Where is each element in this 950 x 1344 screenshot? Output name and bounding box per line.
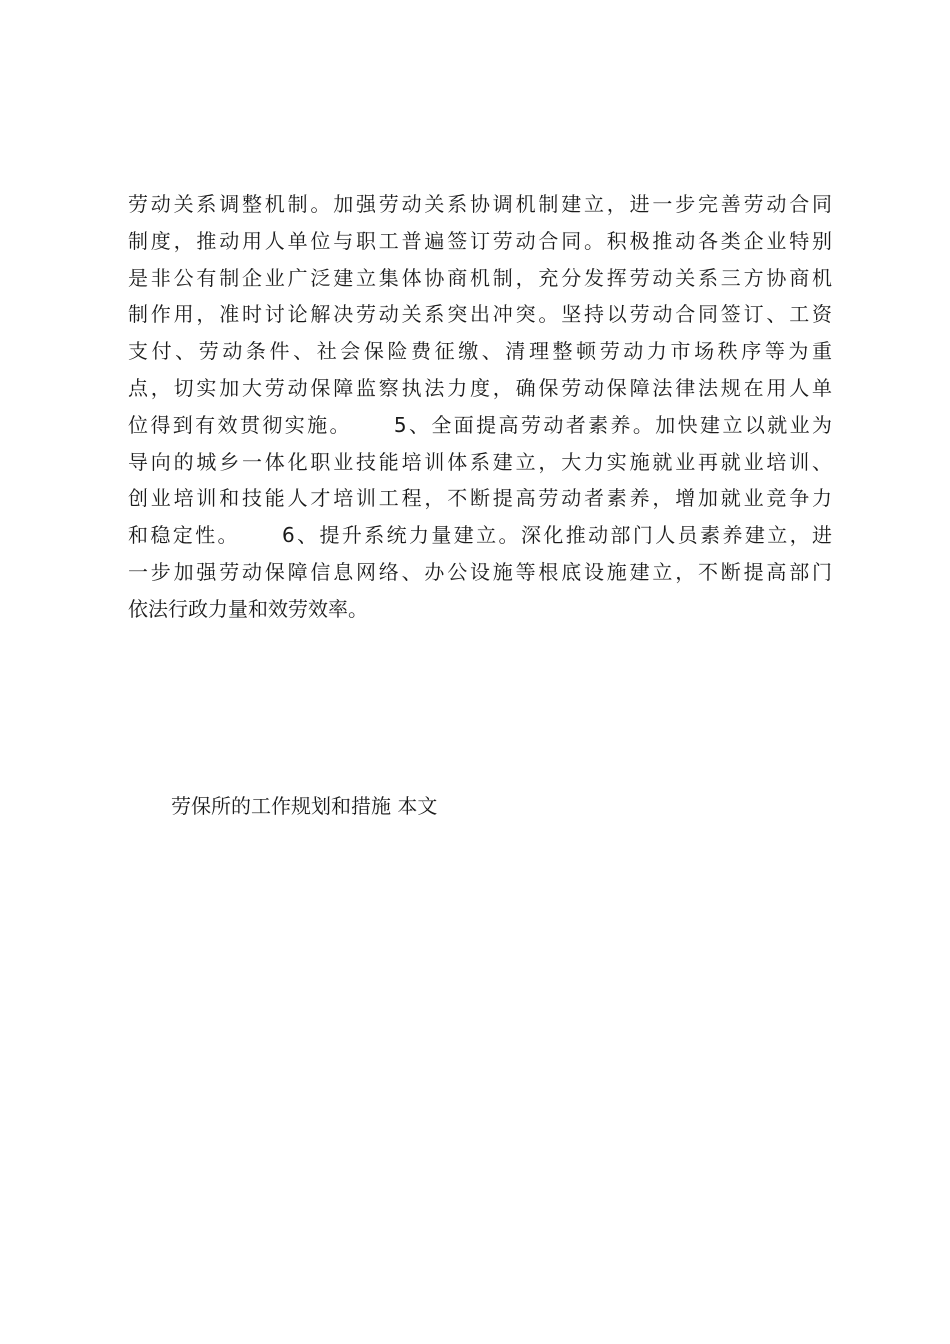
body-text-segment: 和稳定性。	[128, 523, 240, 548]
document-body	[128, 186, 832, 628]
body-line	[128, 407, 832, 444]
body-line: 是非公有制企业广泛建立集体协商机制，充分发挥劳动关系三方协商机	[128, 265, 832, 290]
body-line: 创业培训和技能人才培训工程，不断提高劳动者素养，增加就业竞争力	[128, 486, 832, 511]
body-text-segment: 6、提升系统力量建立。深化推动部门人员素养建立，进	[281, 523, 833, 548]
document-footer-title: 劳保所的工作规划和措施 本文	[171, 794, 438, 818]
body-line: 劳动关系调整机制。加强劳动关系协调机制建立，进一步完善劳动合同	[128, 192, 832, 216]
body-text-segment: 5、全面提高劳动者素养。加快建立以就业为	[393, 412, 832, 437]
body-line: 制作用，准时讨论解决劳动关系突出冲突。坚持以劳动合同签订、工资	[128, 302, 832, 327]
body-line: 导向的城乡一体化职业技能培训体系建立，大力实施就业再就业培训、	[128, 449, 832, 474]
body-line: 支付、劳动条件、社会保险费征缴、清理整顿劳动力市场秩序等为重	[128, 339, 832, 364]
body-line: 一步加强劳动保障信息网络、办公设施等根底设施建立，不断提高部门	[128, 559, 832, 584]
body-line	[128, 517, 832, 554]
body-text-segment: 位得到有效贯彻实施。	[128, 412, 352, 437]
body-line: 依法行政力量和效劳效率。	[128, 596, 368, 621]
body-line: 制度，推动用人单位与职工普遍签订劳动合同。积极推动各类企业特别	[128, 228, 832, 253]
body-line: 点，切实加大劳动保障监察执法力度，确保劳动保障法律法规在用人单	[128, 375, 832, 400]
